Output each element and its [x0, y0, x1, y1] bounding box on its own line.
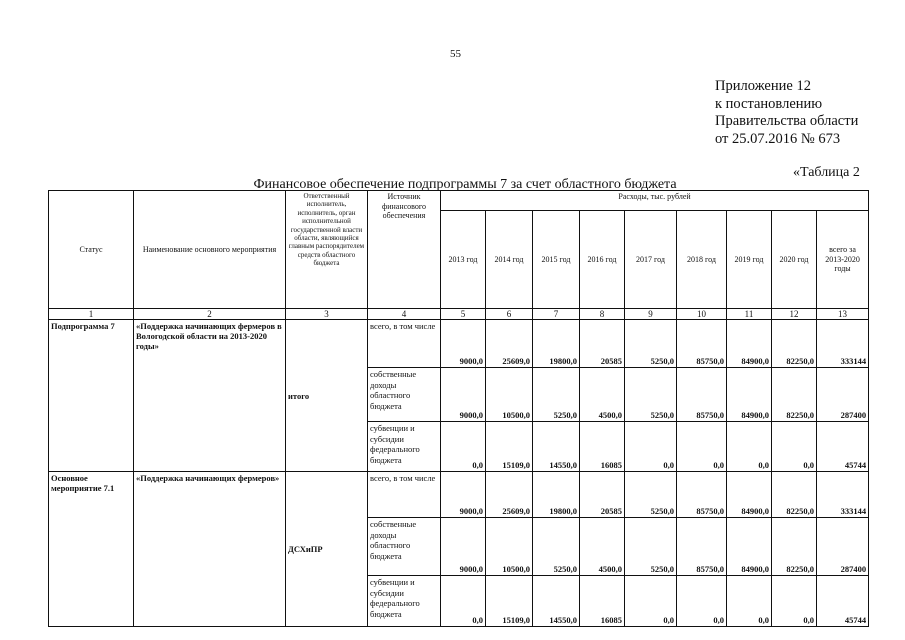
header-executor: Ответственный исполнитель, исполнитель, орган исполнительной государственной власти области, являющийся главным распорядителем средств областного бюджета [286, 191, 368, 309]
column-number: 4 [368, 309, 441, 320]
table-mark: «Таблица 2 [793, 165, 860, 180]
value-cell: 0,0 [625, 576, 677, 627]
column-number: 12 [772, 309, 817, 320]
header-source: Источник финансового обеспечения [368, 191, 441, 309]
value-cell: 9000,0 [441, 472, 486, 518]
value-cell: 0,0 [677, 422, 727, 472]
value-cell: 0,0 [441, 422, 486, 472]
value-cell-total: 287400 [817, 368, 869, 422]
year-header: 2016 год [580, 211, 625, 309]
column-number-row [49, 309, 869, 320]
value-cell: 4500,0 [580, 368, 625, 422]
value-cell: 0,0 [772, 422, 817, 472]
value-cell: 20585 [580, 472, 625, 518]
value-cell: 82250,0 [772, 472, 817, 518]
column-number: 10 [677, 309, 727, 320]
row-measure-name: «Поддержка начинающих фермеров в Вологодской области на 2013-2020 годы» [134, 320, 286, 472]
value-cell: 0,0 [772, 576, 817, 627]
value-cell: 14550,0 [533, 422, 580, 472]
value-cell: 5250,0 [625, 472, 677, 518]
year-header: 2019 год [727, 211, 772, 309]
value-cell: 0,0 [441, 576, 486, 627]
header-name: Наименование основного мероприятия [134, 191, 286, 309]
value-cell: 19800,0 [533, 472, 580, 518]
value-cell: 5250,0 [533, 368, 580, 422]
value-cell: 9000,0 [441, 518, 486, 576]
appendix-line: Правительства области [715, 113, 859, 129]
appendix-line: к постановлению [715, 95, 823, 112]
value-cell: 15109,0 [486, 576, 533, 627]
appendix-note [715, 78, 858, 148]
value-cell: 25609,0 [486, 320, 533, 368]
row-source: субвенции и субсидии федерального бюджета [368, 422, 441, 472]
row-source: всего, в том числе [368, 320, 441, 368]
row-status: Подпрограмма 7 [49, 320, 134, 472]
table-row [49, 472, 869, 518]
value-cell: 85750,0 [677, 518, 727, 576]
value-cell: 0,0 [625, 422, 677, 472]
value-cell: 5250,0 [625, 368, 677, 422]
value-cell-total: 287400 [817, 518, 869, 576]
year-header-total: всего за 2013-2020 годы [817, 211, 869, 309]
column-number: 5 [441, 309, 486, 320]
finance-table [48, 190, 869, 627]
year-header: 2017 год [625, 211, 677, 309]
value-cell: 5250,0 [625, 320, 677, 368]
header-expenses: Расходы, тыс. рублей [441, 191, 869, 211]
value-cell: 4500,0 [580, 518, 625, 576]
value-cell: 82250,0 [772, 320, 817, 368]
value-cell: 84900,0 [727, 368, 772, 422]
row-source: субвенции и субсидии федерального бюджета [368, 576, 441, 627]
value-cell: 0,0 [727, 422, 772, 472]
value-cell-total: 333144 [817, 320, 869, 368]
column-number: 7 [533, 309, 580, 320]
row-measure-name: «Поддержка начинающих фермеров» [134, 472, 286, 627]
value-cell: 5250,0 [625, 518, 677, 576]
value-cell: 84900,0 [727, 320, 772, 368]
value-cell: 19800,0 [533, 320, 580, 368]
year-header: 2014 год [486, 211, 533, 309]
value-cell-total: 45744 [817, 422, 869, 472]
table-title: Финансовое обеспечение подпрограммы 7 за счет областного бюджета [253, 177, 677, 192]
row-status: Основное мероприятие 7.1 [49, 472, 134, 627]
page-number: 55 [450, 48, 461, 60]
header-status: Статус [49, 191, 134, 309]
value-cell: 0,0 [727, 576, 772, 627]
value-cell: 84900,0 [727, 472, 772, 518]
column-number: 2 [134, 309, 286, 320]
value-cell: 0,0 [677, 576, 727, 627]
value-cell: 15109,0 [486, 422, 533, 472]
value-cell: 84900,0 [727, 518, 772, 576]
value-cell: 85750,0 [677, 368, 727, 422]
appendix-line: от 25.07.2016 № 673 [715, 130, 841, 147]
column-number: 13 [817, 309, 869, 320]
value-cell: 82250,0 [772, 518, 817, 576]
value-cell: 85750,0 [677, 472, 727, 518]
row-source: всего, в том числе [368, 472, 441, 518]
value-cell-total: 333144 [817, 472, 869, 518]
column-number: 3 [286, 309, 368, 320]
year-header: 2018 год [677, 211, 727, 309]
row-source: собственные доходы областного бюджета [368, 368, 441, 422]
column-number: 11 [727, 309, 772, 320]
column-number: 8 [580, 309, 625, 320]
row-executor: итого [286, 320, 368, 472]
year-header: 2020 год [772, 211, 817, 309]
value-cell: 16085 [580, 422, 625, 472]
value-cell: 9000,0 [441, 320, 486, 368]
year-header: 2015 год [533, 211, 580, 309]
value-cell: 10500,0 [486, 518, 533, 576]
value-cell-total: 45744 [817, 576, 869, 627]
value-cell: 10500,0 [486, 368, 533, 422]
table-row [49, 320, 869, 368]
value-cell: 20585 [580, 320, 625, 368]
value-cell: 82250,0 [772, 368, 817, 422]
appendix-line: Приложение 12 [715, 78, 811, 94]
column-number: 1 [49, 309, 134, 320]
value-cell: 85750,0 [677, 320, 727, 368]
year-header: 2013 год [441, 211, 486, 309]
value-cell: 25609,0 [486, 472, 533, 518]
column-number: 9 [625, 309, 677, 320]
value-cell: 5250,0 [533, 518, 580, 576]
row-executor: ДСХиПР [286, 472, 368, 627]
value-cell: 16085 [580, 576, 625, 627]
column-number: 6 [486, 309, 533, 320]
value-cell: 9000,0 [441, 368, 486, 422]
row-source: собственные доходы областного бюджета [368, 518, 441, 576]
value-cell: 14550,0 [533, 576, 580, 627]
